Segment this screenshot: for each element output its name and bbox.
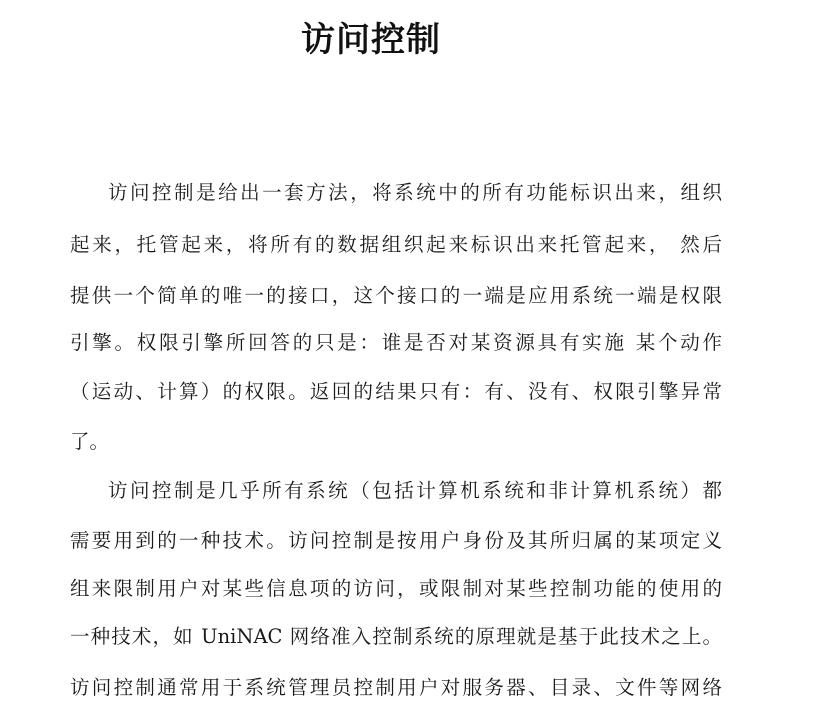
paragraph-1-line-1: 访问控制是给出一套方法，将系统中的所有功能标识出来，组织	[108, 181, 722, 204]
paragraph-2-line-3: 组来限制用户对某些信息项的访问，或限制对某些控制功能的使用的	[70, 577, 722, 600]
paragraph-2-line-4: 一种技术，如 UniNAC 网络准入控制系统的原理就是基于此技术之上。	[70, 625, 722, 648]
paragraph-1-line-4: 引擎。权限引擎所回答的只是：谁是否对某资源具有实施 某个动作	[70, 331, 722, 354]
paragraph-2-line-1: 访问控制是几乎所有系统（包括计算机系统和非计算机系统）都	[108, 479, 722, 502]
paragraph-2-line-2: 需要用到的一种技术。访问控制是按用户身份及其所归属的某项定义	[70, 529, 722, 552]
paragraph-1-line-3: 提供一个简单的唯一的接口，这个接口的一端是应用系统一端是权限	[70, 284, 722, 307]
paragraph-1-line-2: 起来，托管起来，将所有的数据组织起来标识出来托管起来， 然后	[70, 233, 722, 256]
paragraph-1-line-6: 了。	[70, 430, 110, 453]
paragraph-1-line-5: （运动、计算）的权限。返回的结果只有：有、没有、权限引擎异常	[70, 380, 722, 403]
paragraph-3-line-1: 访问控制通常用于系统管理员控制用户对服务器、目录、文件等网络	[70, 676, 722, 699]
document-title: 访问控制	[301, 20, 441, 60]
